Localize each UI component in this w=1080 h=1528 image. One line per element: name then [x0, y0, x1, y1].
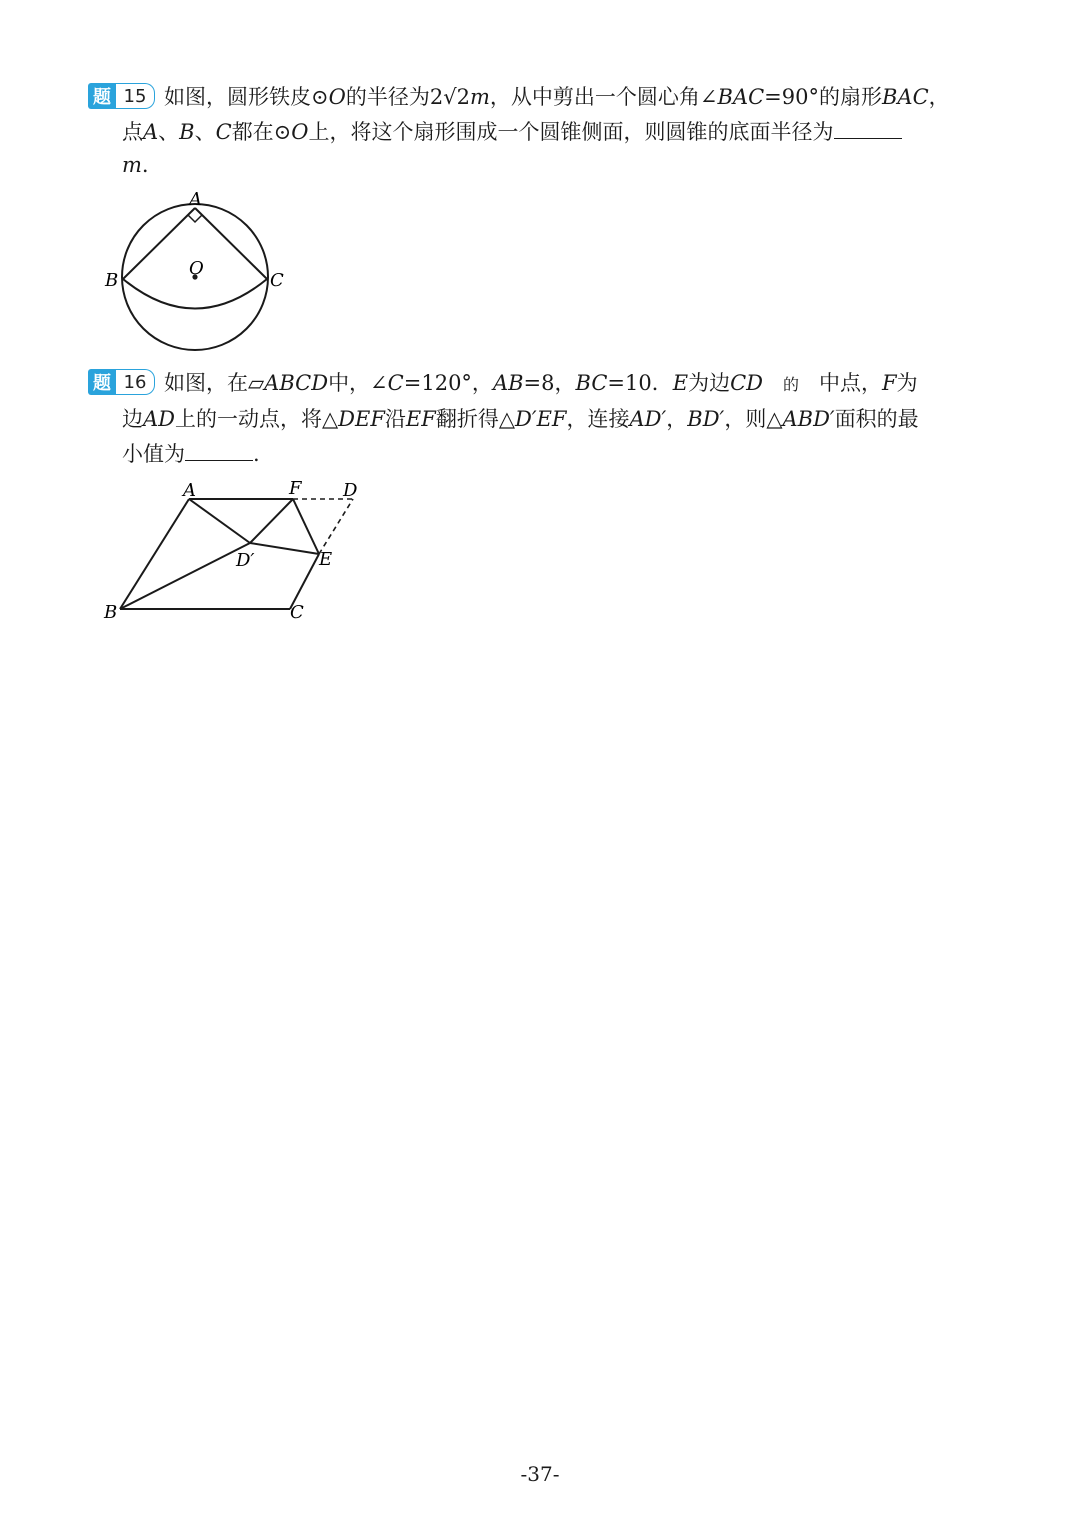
math-var: AD′	[629, 407, 667, 431]
text-span: 翻折得△	[435, 407, 515, 431]
figure-15	[100, 186, 300, 358]
math-var: A	[143, 120, 159, 144]
sector-arc-bc	[123, 279, 267, 309]
segment-ce	[290, 554, 319, 609]
math-var: m	[469, 85, 490, 109]
text-span: 如图，在▱	[164, 371, 265, 395]
text-span: 中，∠	[328, 371, 388, 395]
text-span: 点	[122, 120, 143, 144]
text-span: 边	[122, 407, 143, 431]
math-var: E	[672, 371, 689, 395]
text-span: 上的一动点，将△	[175, 407, 339, 431]
text-span: ，	[666, 407, 688, 431]
math-var: AB	[492, 371, 524, 395]
text-span: =120°，	[403, 371, 493, 395]
text-span: 为	[896, 371, 918, 395]
text-span: 小值为	[122, 442, 185, 466]
text-span: 都在⊙	[231, 120, 292, 144]
segment-ab	[123, 208, 195, 279]
label-a: A	[183, 480, 196, 501]
problem-text-line-2	[122, 116, 902, 147]
label-d-prime: D′	[236, 550, 255, 571]
label-f: F	[289, 478, 302, 499]
text-span: =10．	[607, 371, 673, 395]
math-var: C	[387, 371, 404, 395]
math-var: ABCD	[264, 371, 329, 395]
right-angle-mark	[188, 215, 202, 222]
problem-number: 16	[116, 369, 155, 395]
segment-ed-prime	[250, 543, 319, 554]
label-o: O	[189, 258, 204, 279]
text-span: ，从中剪出一个圆心角∠	[489, 85, 718, 109]
segment-fd-prime	[250, 499, 293, 543]
math-var: O	[328, 85, 346, 109]
label-c: C	[270, 270, 284, 291]
math-var: BD′	[687, 407, 725, 431]
text-span: ，	[928, 85, 950, 109]
text-span: 面积的最	[834, 407, 919, 431]
tag-label: 题	[88, 83, 116, 109]
segment-ac	[195, 208, 267, 279]
math-var: ABD′	[782, 407, 835, 431]
text-span: 的	[782, 375, 799, 394]
math-var: AD	[143, 407, 176, 431]
label-e: E	[319, 549, 333, 570]
text-span: 、	[194, 120, 216, 144]
text-span: 的半径为2√2	[345, 85, 470, 109]
text-span: =90°的扇形	[764, 85, 882, 109]
text-span: .	[141, 153, 149, 177]
label-a: A	[189, 189, 202, 210]
math-var: C	[215, 120, 232, 144]
math-var: DEF	[338, 407, 385, 431]
text-span: .	[253, 442, 260, 466]
text-span: 为边	[688, 371, 731, 395]
text-span: =8，	[523, 371, 576, 395]
problem-text-line-2	[122, 404, 919, 434]
math-var: D′EF	[514, 407, 567, 431]
math-var: F	[882, 371, 897, 395]
problem-text-line-3	[122, 438, 260, 469]
problem-text-line-3	[122, 150, 149, 180]
text-span: 中点，	[819, 371, 882, 395]
segment-ad-prime	[189, 499, 250, 543]
page-number: -37-	[520, 1462, 560, 1486]
text-span: 上，将这个扇形围成一个圆锥侧面，则圆锥的底面半径为	[308, 120, 834, 144]
problem-number: 15	[116, 83, 155, 109]
math-var: O	[291, 120, 309, 144]
tag-label: 题	[88, 369, 116, 395]
segment-ed-dashed	[319, 499, 353, 554]
label-b: B	[104, 602, 118, 623]
segment-bd-prime	[120, 543, 250, 609]
problem-text-line-1	[164, 368, 918, 400]
text-span: 沿	[384, 407, 406, 431]
text-span: ，连接	[566, 407, 630, 431]
answer-blank	[185, 438, 253, 461]
problem-tag	[88, 368, 155, 396]
problem-text-line-1	[164, 82, 950, 112]
text-span: 如图，圆形铁皮⊙	[164, 85, 329, 109]
text-span: 、	[158, 120, 180, 144]
segment-fe	[293, 499, 319, 554]
math-var: BC	[575, 371, 608, 395]
label-b: B	[105, 270, 119, 291]
math-var: BAC	[717, 85, 765, 109]
label-c: C	[290, 602, 304, 623]
math-var: B	[179, 120, 195, 144]
problem-tag	[88, 82, 155, 110]
label-d: D	[343, 480, 358, 501]
math-var: m	[122, 153, 142, 177]
figure-16	[100, 476, 380, 626]
answer-blank	[834, 116, 902, 139]
math-var: EF	[405, 407, 436, 431]
math-var: BAC	[881, 85, 929, 109]
text-span: ，则△	[724, 407, 783, 431]
math-var: CD	[730, 371, 763, 395]
